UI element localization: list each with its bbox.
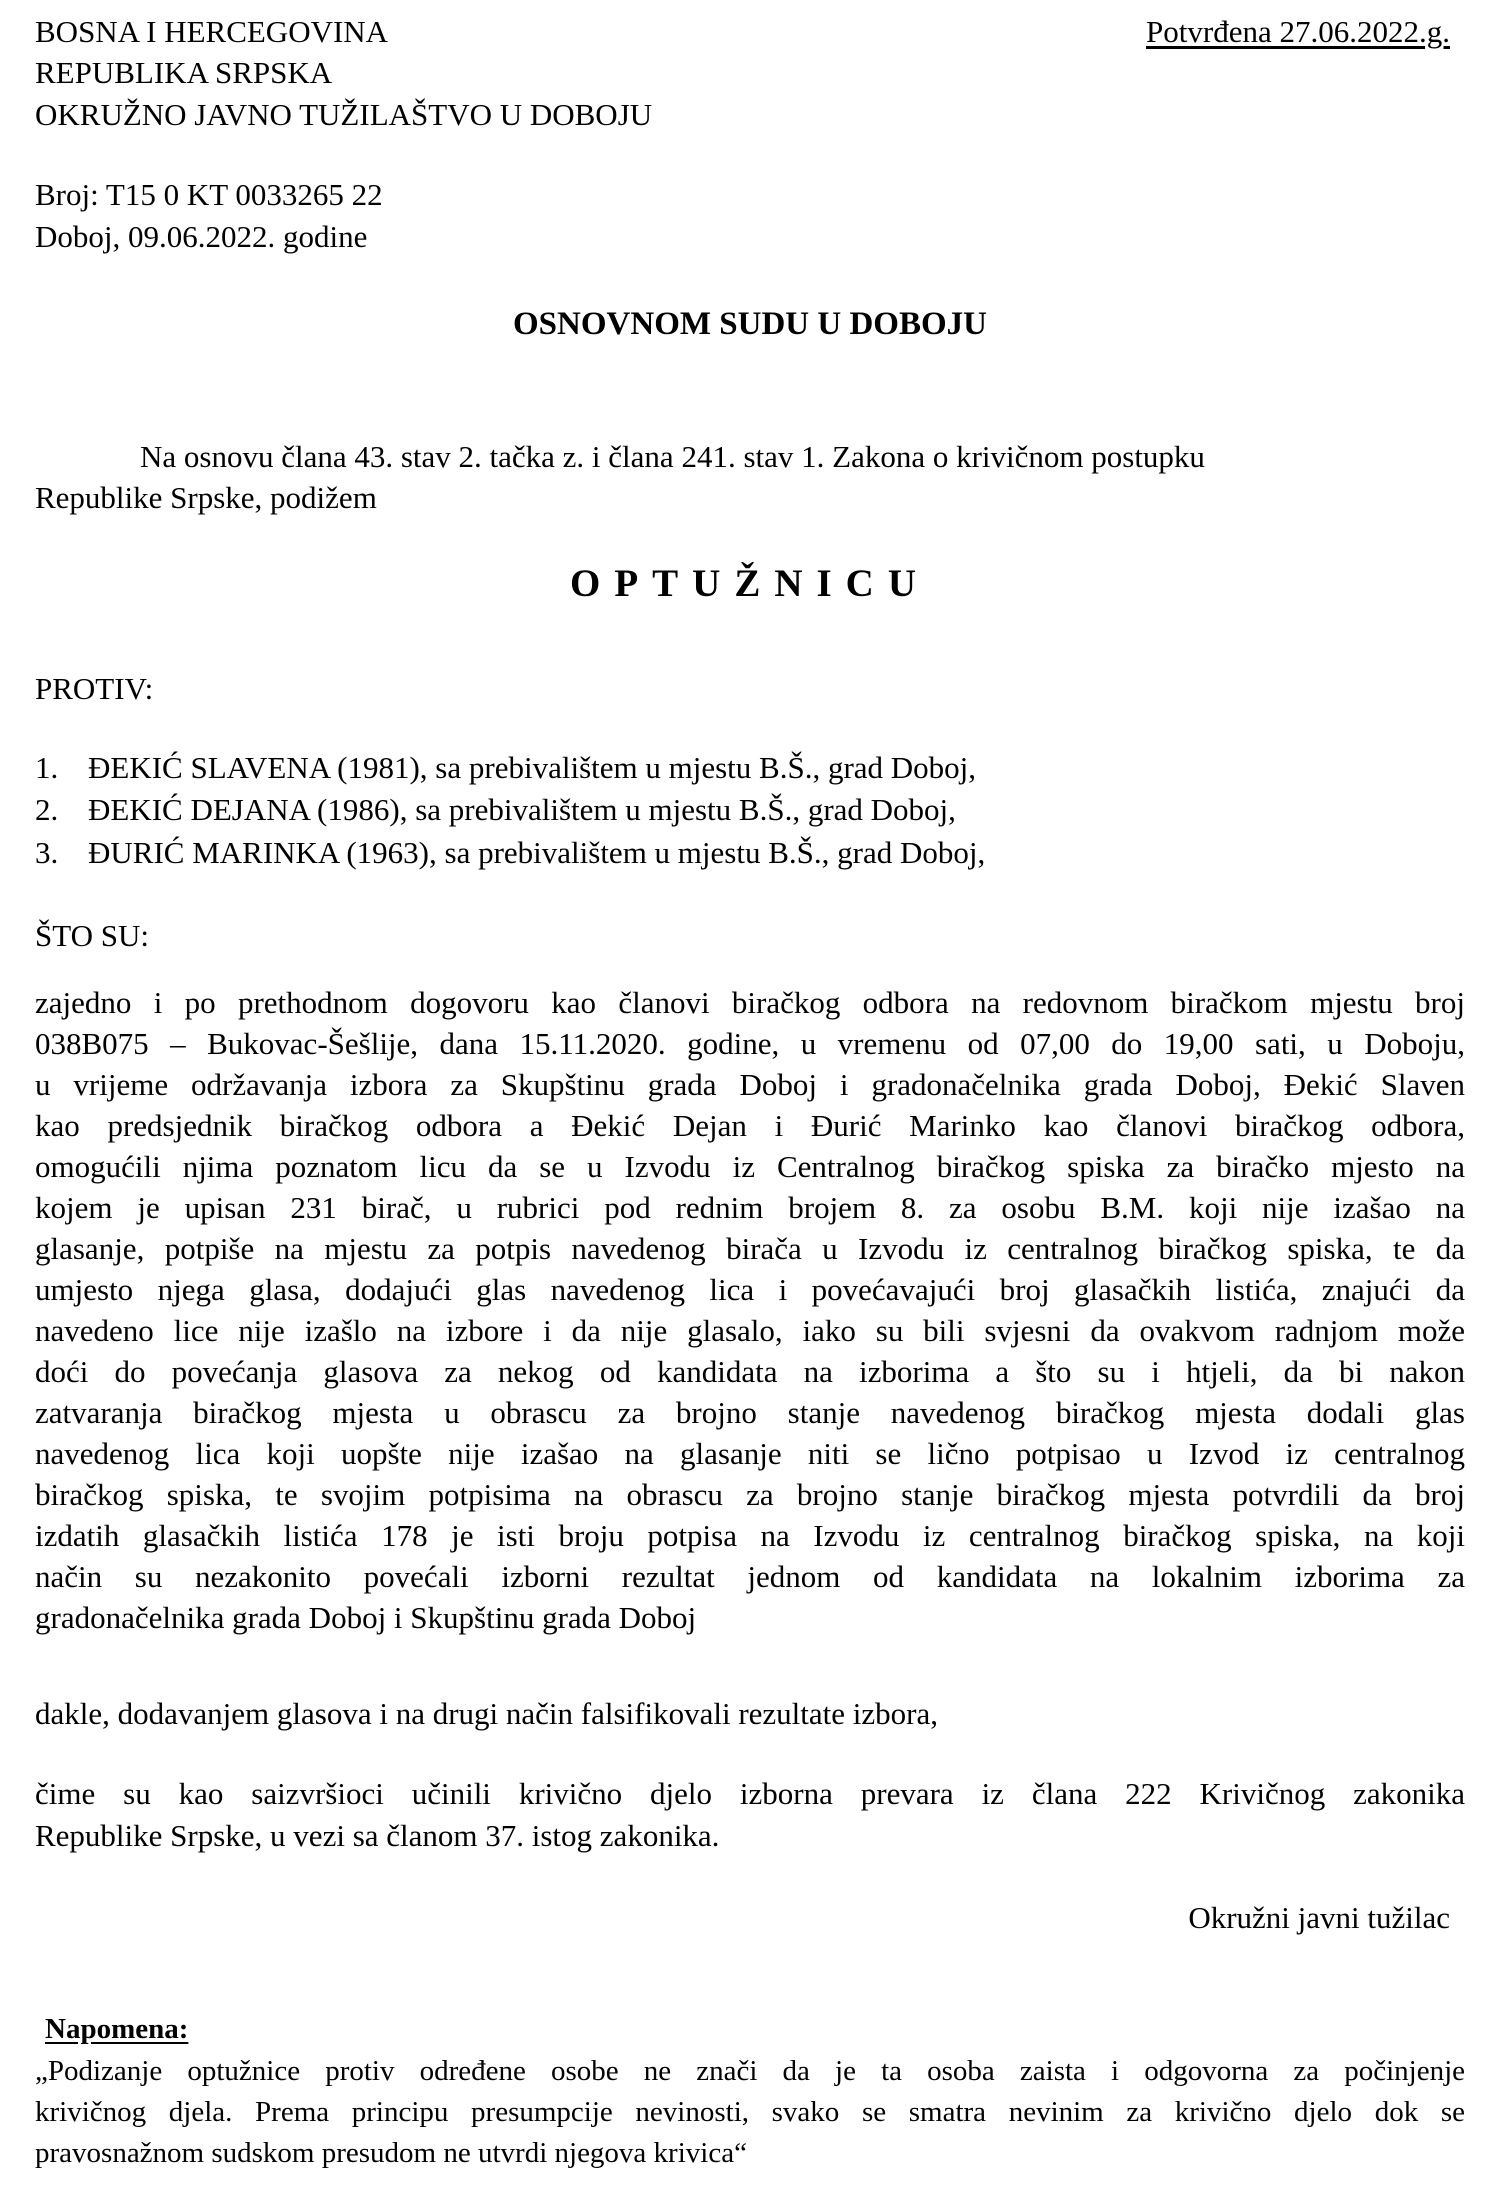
body-line: 038B075 – Bukovac-Šešlije, dana 15.11.2020. godine, u vremenu od 07,00 do 19,00 sati, u Doboju, bbox=[35, 1026, 1465, 1061]
header-entity: REPUBLIKA SRPSKA bbox=[35, 55, 333, 90]
body-line: navedenog lica koji uopšte nije izašao na glasanje niti se lično potpisao u Izvod iz centralnog bbox=[35, 1436, 1465, 1471]
header-country: BOSNA I HERCEGOVINA bbox=[35, 14, 389, 49]
body-line: gradonačelnika grada Doboj i Skupštinu grada Doboj bbox=[35, 1600, 697, 1635]
body-line: način su nezakonito povećali izborni rezultat jednom od kandidata na lokalnim izborima za bbox=[35, 1559, 1465, 1594]
case-number: Broj: T15 0 KT 0033265 22 bbox=[35, 177, 383, 212]
body-line: navedeno lice nije izašlo na izbore i da nije glasalo, iako su bili svjesni da ovakvom radnjom može bbox=[35, 1313, 1465, 1348]
body-line: zajedno i po prethodnom dogovoru kao članovi biračkog odbora na redovnom biračkom mjestu broj bbox=[35, 985, 1465, 1020]
note-line: „Podizanje optužnice protiv određene osobe ne znači da je ta osoba zaista i odgovorna za počinjenje bbox=[35, 2055, 1465, 2087]
body-line: zatvaranja biračkog mjesta u obrascu za brojno stanje navedenog biračkog mjesta dodali glas bbox=[35, 1395, 1465, 1430]
body-line: doći do povećanja glasova za nekog od kandidata na izborima a što su i htjeli, da bi nakon bbox=[35, 1354, 1465, 1389]
qualification-line: čime su kao saizvršioci učinili krivično djelo izborna prevara iz člana 222 Krivičnog zakonika bbox=[35, 1776, 1465, 1811]
body-line: u vrijeme održavanja izbora za Skupštinu grada Doboj i gradonačelnika grada Doboj, Đekić Slaven bbox=[35, 1067, 1465, 1102]
document-title: OPTUŽNICU bbox=[569, 562, 931, 605]
body-line: izdatih glasačkih listića 178 je isti broju potpisa na Izvodu iz centralnog biračkog spiska, na koji bbox=[35, 1518, 1465, 1553]
qualification-line: Republike Srpske, u vezi sa članom 37. istog zakonika. bbox=[35, 1818, 720, 1853]
intro-line-1: Na osnovu člana 43. stav 2. tačka z. i člana 241. stav 1. Zakona o krivičnom postupku bbox=[140, 439, 1205, 474]
body-line: kao predsjednik biračkog odbora a Đekić Dejan i Đurić Marinko kao članovi biračkog odbora, bbox=[35, 1108, 1465, 1143]
against-label: PROTIV: bbox=[35, 671, 154, 706]
intro-line-2: Republike Srpske, podižem bbox=[35, 480, 377, 515]
place-date: Doboj, 09.06.2022. godine bbox=[35, 219, 368, 254]
defendant-text: ĐEKIĆ SLAVENA (1981), sa prebivalištem u mjestu B.Š., grad Doboj, bbox=[88, 750, 977, 785]
body-line: glasanje, potpiše na mjestu za potpis navedenog birača u Izvodu iz centralnog biračkog spiska, te da bbox=[35, 1231, 1465, 1266]
note-line: krivičnog djela. Prema principu presumpcije nevinosti, svako se smatra nevinim za krivično djelo dok se bbox=[35, 2096, 1465, 2128]
note-label: Napomena: bbox=[45, 2013, 189, 2045]
defendant-number: 1. bbox=[35, 750, 59, 785]
defendant-text: ĐEKIĆ DEJANA (1986), sa prebivalištem u mjestu B.Š., grad Doboj, bbox=[88, 792, 956, 827]
conclusion-line: dakle, dodavanjem glasova i na drugi način falsifikovali rezultate izbora, bbox=[35, 1696, 938, 1731]
signature-title: Okružni javni tužilac bbox=[1188, 1900, 1450, 1935]
defendant-item bbox=[0, 789, 1500, 830]
defendant-item bbox=[0, 832, 1500, 873]
body-line: omogućili njima poznatom licu da se u Izvodu iz Centralnog biračkog spiska za biračko mjesto na bbox=[35, 1149, 1465, 1184]
header-office: OKRUŽNO JAVNO TUŽILAŠTVO U DOBOJU bbox=[35, 97, 653, 132]
note-line: pravosnažnom sudskom presudom ne utvrdi njegova krivica“ bbox=[35, 2137, 747, 2169]
defendant-number: 3. bbox=[35, 835, 59, 870]
confirmation-date: Potvrđena 27.06.2022.g. bbox=[1146, 14, 1450, 49]
body-line: kojem je upisan 231 birač, u rubrici pod rednim brojem 8. za osobu B.M. koji nije izašao na bbox=[35, 1190, 1465, 1225]
body-line: biračkog spiska, te svojim potpisima na obrascu za brojno stanje biračkog mjesta potvrdili da broj bbox=[35, 1477, 1465, 1512]
charges-label: ŠTO SU: bbox=[35, 918, 149, 953]
defendant-item bbox=[0, 747, 1500, 788]
addressee-court: OSNOVNOM SUDU U DOBOJU bbox=[513, 306, 987, 342]
body-line: umjesto njega glasa, dodajući glas navedenog lica i povećavajući broj glasačkih listića, znajući da bbox=[35, 1272, 1465, 1307]
defendant-text: ĐURIĆ MARINKA (1963), sa prebivalištem u mjestu B.Š., grad Doboj, bbox=[88, 835, 986, 870]
defendant-number: 2. bbox=[35, 792, 59, 827]
